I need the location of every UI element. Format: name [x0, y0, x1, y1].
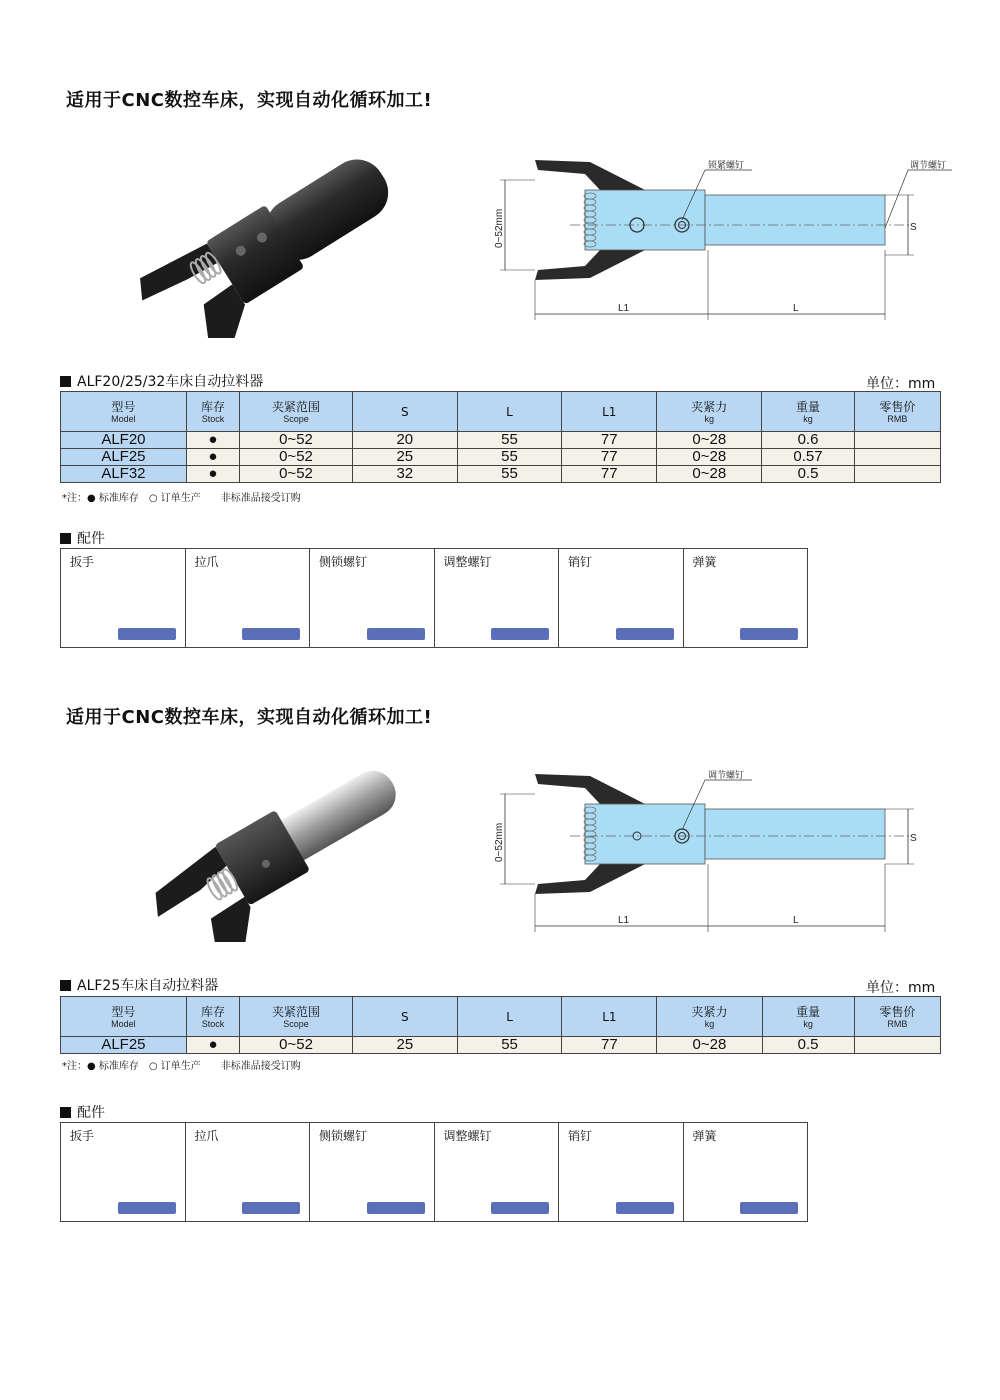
headline: 适用于CNC数控车床，实现自动化循环加工! — [66, 90, 433, 111]
column-header: L — [457, 392, 562, 432]
accessory-label: 扳手 — [70, 555, 95, 569]
cell-s: 25 — [353, 1037, 458, 1054]
cell-scope: 0~52 — [240, 432, 353, 449]
accessory-item — [310, 1123, 435, 1221]
technical-drawing — [490, 150, 960, 325]
column-header: 型号 Model — [61, 997, 187, 1037]
adjust-screw-label-2: 调节螺钉 — [708, 771, 745, 781]
cell-stock: ● — [186, 1037, 239, 1054]
adjust-screw-label: 调节螺钉 — [910, 161, 947, 171]
accessory-button[interactable] — [367, 628, 425, 640]
table-row — [61, 1037, 941, 1054]
cell-force: 0~28 — [657, 1037, 762, 1054]
column-header: 重量 kg — [762, 997, 854, 1037]
cell-model: ALF25 — [61, 449, 187, 466]
stock-note: *注：● 标准库存 ○ 订单生产 非标准品接受订购 — [62, 493, 301, 504]
accessory-label: 调整螺钉 — [443, 555, 492, 569]
cell-l: 55 — [457, 432, 562, 449]
accessory-button[interactable] — [740, 1202, 798, 1214]
spec-table — [60, 391, 941, 483]
table-row — [61, 449, 941, 466]
accessory-button[interactable] — [491, 1202, 549, 1214]
column-header: 夹紧力 kg — [657, 997, 762, 1037]
s-dim-label: S — [910, 222, 917, 233]
technical-drawing-2 — [490, 764, 960, 939]
cell-price — [854, 1037, 940, 1054]
column-header: S — [353, 997, 458, 1037]
accessory-item — [435, 549, 560, 647]
accessory-item — [559, 1123, 684, 1221]
l-dim-label: L — [793, 303, 799, 314]
cell-price — [854, 449, 940, 466]
cell-l1: 77 — [562, 432, 657, 449]
accessories-grid — [60, 548, 808, 648]
column-header: 零售价 RMB — [854, 392, 940, 432]
accessory-button[interactable] — [616, 628, 674, 640]
cell-model: ALF25 — [61, 1037, 187, 1054]
unit-label: 单位：mm — [866, 376, 936, 392]
cell-weight: 0.5 — [762, 466, 854, 483]
l-dim-label-2: L — [793, 915, 799, 926]
cell-force: 0~28 — [657, 466, 762, 483]
accessory-item — [186, 1123, 311, 1221]
accessory-item — [61, 549, 186, 647]
accessory-button[interactable] — [118, 628, 176, 640]
accessory-label: 扳手 — [70, 1129, 95, 1143]
stock-note-2: *注：● 标准库存 ○ 订单生产 非标准品接受订购 — [62, 1061, 301, 1072]
accessories-title-2: 配件 — [60, 1102, 105, 1122]
accessory-label: 销钉 — [568, 1129, 593, 1143]
section-title-2: ALF25车床自动拉料器 — [60, 975, 218, 995]
cell-stock: ● — [186, 449, 239, 466]
range-label-2: 0~52mm — [494, 822, 505, 862]
table-row — [61, 466, 941, 483]
range-label: 0~52mm — [494, 208, 505, 248]
cell-l1: 77 — [562, 466, 657, 483]
cell-l: 55 — [457, 449, 562, 466]
accessory-label: 调整螺钉 — [443, 1129, 492, 1143]
cell-s: 20 — [352, 432, 457, 449]
accessory-item — [435, 1123, 560, 1221]
cell-scope: 0~52 — [240, 1037, 353, 1054]
product-photo-2 — [125, 752, 415, 942]
product-photo — [120, 128, 410, 338]
l1-dim-label-2: L1 — [618, 915, 630, 926]
column-header: 夹紧力 kg — [657, 392, 762, 432]
column-header: 夹紧范围 Scope — [240, 392, 353, 432]
cell-l: 55 — [457, 466, 562, 483]
spec-table-2 — [60, 996, 941, 1054]
accessory-item — [61, 1123, 186, 1221]
column-header: 型号 Model — [61, 392, 187, 432]
accessory-item — [684, 549, 808, 647]
accessory-label: 拉爪 — [194, 1129, 219, 1143]
column-header: 重量 kg — [762, 392, 854, 432]
column-header: S — [352, 392, 457, 432]
cell-model: ALF32 — [61, 466, 187, 483]
cell-weight: 0.6 — [762, 432, 854, 449]
accessory-label: 弹簧 — [692, 1129, 717, 1143]
accessories-title: 配件 — [60, 528, 105, 548]
accessory-item — [559, 549, 684, 647]
accessory-button[interactable] — [242, 1202, 300, 1214]
headline-2: 适用于CNC数控车床，实现自动化循环加工! — [66, 707, 433, 728]
column-header: 夹紧范围 Scope — [240, 997, 353, 1037]
cell-l1: 77 — [562, 1037, 657, 1054]
accessory-item — [684, 1123, 808, 1221]
section-title: ALF20/25/32车床自动拉料器 — [60, 371, 263, 391]
column-header: 库存 Stock — [186, 392, 239, 432]
cell-l1: 77 — [562, 449, 657, 466]
cell-model: ALF20 — [61, 432, 187, 449]
accessory-button[interactable] — [740, 628, 798, 640]
cell-stock: ● — [186, 466, 239, 483]
accessory-button[interactable] — [118, 1202, 176, 1214]
s-dim-label-2: S — [910, 833, 917, 844]
l1-dim-label: L1 — [618, 303, 630, 314]
column-header: L1 — [562, 392, 657, 432]
accessory-button[interactable] — [491, 628, 549, 640]
accessory-label: 拉爪 — [194, 555, 219, 569]
accessories-grid-2 — [60, 1122, 808, 1222]
cell-scope: 0~52 — [240, 466, 353, 483]
cell-weight: 0.57 — [762, 449, 854, 466]
cell-force: 0~28 — [657, 432, 762, 449]
column-header: L — [457, 997, 562, 1037]
cell-force: 0~28 — [657, 449, 762, 466]
cell-price — [854, 466, 940, 483]
table-header-row — [61, 997, 941, 1037]
column-header: L1 — [562, 997, 657, 1037]
cell-stock: ● — [186, 432, 239, 449]
cell-l: 55 — [457, 1037, 562, 1054]
accessory-button[interactable] — [616, 1202, 674, 1214]
lock-screw-label: 锁紧螺钉 — [708, 161, 745, 171]
accessory-label: 侧锁螺钉 — [319, 1129, 368, 1143]
cell-s: 32 — [352, 466, 457, 483]
accessory-label: 销钉 — [568, 555, 593, 569]
column-header: 库存 Stock — [186, 997, 239, 1037]
table-header-row — [61, 392, 941, 432]
cell-price — [854, 432, 940, 449]
cell-weight: 0.5 — [762, 1037, 854, 1054]
cell-s: 25 — [352, 449, 457, 466]
accessory-label: 侧锁螺钉 — [319, 555, 368, 569]
accessory-item — [310, 549, 435, 647]
cell-scope: 0~52 — [240, 449, 353, 466]
accessory-item — [186, 549, 311, 647]
column-header: 零售价 RMB — [854, 997, 940, 1037]
accessory-label: 弹簧 — [692, 555, 717, 569]
table-row — [61, 432, 941, 449]
accessory-button[interactable] — [242, 628, 300, 640]
accessory-button[interactable] — [367, 1202, 425, 1214]
unit-label-2: 单位：mm — [866, 980, 936, 996]
